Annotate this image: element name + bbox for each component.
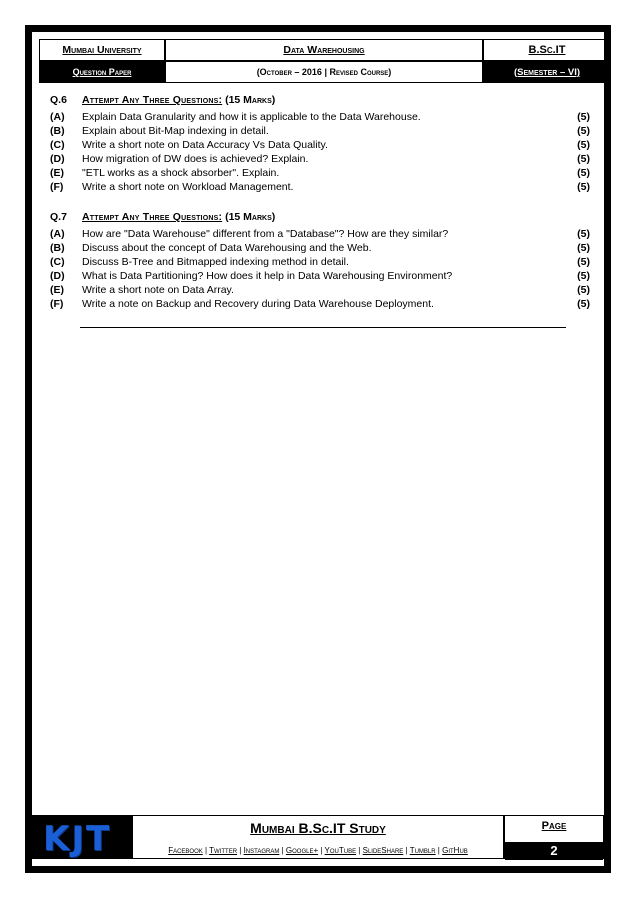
subject-cell xyxy=(165,39,483,61)
question-marks: (15 Marks) xyxy=(225,94,276,106)
item-text: Discuss B-Tree and Bitmapped indexing method in detail. xyxy=(82,256,349,268)
link-twitter[interactable]: Twitter xyxy=(209,846,238,855)
item-label: (B) xyxy=(50,242,65,254)
item-label: (E) xyxy=(50,167,64,179)
kjt-logo xyxy=(32,815,132,859)
course-name: B.Sc.IT xyxy=(528,44,566,56)
link-slideshare[interactable]: SlideShare xyxy=(362,846,404,855)
page-cell xyxy=(504,815,604,859)
item-text: Explain about Bit-Map indexing in detail. xyxy=(82,125,269,137)
university-name: Mumbai University xyxy=(62,44,142,56)
question-instruction: Attempt Any Three Questions: xyxy=(82,94,223,106)
question-heading xyxy=(82,94,275,106)
header-table xyxy=(39,39,611,83)
item-label: (D) xyxy=(50,270,65,282)
question-item xyxy=(50,297,590,311)
page-number: 2 xyxy=(505,842,603,860)
question-item xyxy=(50,180,590,194)
item-label: (D) xyxy=(50,153,65,165)
question-item xyxy=(50,283,590,297)
item-label: (E) xyxy=(50,284,64,296)
item-marks: (5) xyxy=(577,111,590,123)
question-instruction: Attempt Any Three Questions: xyxy=(82,211,223,223)
item-marks: (5) xyxy=(577,228,590,240)
item-text: Write a short note on Data Array. xyxy=(82,284,234,296)
end-divider xyxy=(80,327,566,328)
paper-type: Question Paper xyxy=(72,67,132,77)
link-youtube[interactable]: YouTube xyxy=(324,846,357,855)
item-text: Explain Data Granularity and how it is applicable to the Data Warehouse. xyxy=(82,111,421,123)
item-label: (C) xyxy=(50,256,65,268)
item-label: (A) xyxy=(50,111,65,123)
question-item xyxy=(50,255,590,269)
page-label-wrap xyxy=(505,820,603,832)
item-text: How are "Data Warehouse" different from a "Database"? How are they similar? xyxy=(82,228,449,240)
question-item xyxy=(50,227,590,241)
question-item xyxy=(50,269,590,283)
session-text: (October – 2016 | Revised Course) xyxy=(256,67,392,77)
link-instagram[interactable]: Instagram xyxy=(243,846,280,855)
question-item xyxy=(50,124,590,138)
item-marks: (5) xyxy=(577,125,590,137)
link-tumblr[interactable]: Tumblr xyxy=(409,846,436,855)
item-text: How migration of DW does is achieved? Explain. xyxy=(82,153,309,165)
question-heading xyxy=(82,211,275,223)
logo-text: KJT xyxy=(43,819,112,859)
paper-type-cell xyxy=(39,61,165,83)
subject-name: Data Warehousing xyxy=(283,44,365,56)
link-github[interactable]: GitHub xyxy=(442,846,468,855)
item-marks: (5) xyxy=(577,284,590,296)
page-label: Page xyxy=(541,820,567,832)
question-item xyxy=(50,138,590,152)
item-marks: (5) xyxy=(577,181,590,193)
item-text: Discuss about the concept of Data Warehousing and the Web. xyxy=(82,242,372,254)
semester-text: (Semester – VI) xyxy=(513,66,581,78)
link-googleplus[interactable]: Google+ xyxy=(285,846,319,855)
footer-title-wrap xyxy=(133,820,503,842)
item-label: (C) xyxy=(50,139,65,151)
link-facebook[interactable]: Facebook xyxy=(168,846,203,855)
item-marks: (5) xyxy=(577,270,590,282)
item-text: Write a short note on Workload Management. xyxy=(82,181,294,193)
item-marks: (5) xyxy=(577,153,590,165)
university-cell xyxy=(39,39,165,61)
semester-cell xyxy=(483,61,611,83)
session-cell xyxy=(165,61,483,83)
question-number: Q.7 xyxy=(50,211,67,223)
question-number: Q.6 xyxy=(50,94,67,106)
item-label: (F) xyxy=(50,298,64,310)
item-marks: (5) xyxy=(577,167,590,179)
item-marks: (5) xyxy=(577,242,590,254)
item-label: (F) xyxy=(50,181,64,193)
question-item xyxy=(50,166,590,180)
item-marks: (5) xyxy=(577,139,590,151)
item-text: Write a note on Backup and Recovery during Data Warehouse Deployment. xyxy=(82,298,434,310)
item-label: (A) xyxy=(50,228,65,240)
social-links: Facebook | Twitter | Instagram | Google+ | YouTube | SlideShare | Tumblr | GitHub xyxy=(168,846,468,855)
question-item xyxy=(50,110,590,124)
item-marks: (5) xyxy=(577,298,590,310)
item-label: (B) xyxy=(50,125,65,137)
item-marks: (5) xyxy=(577,256,590,268)
footer-title: Mumbai B.Sc.IT Study xyxy=(250,820,386,836)
footer-table xyxy=(32,815,604,859)
course-cell xyxy=(483,39,611,61)
footer-center xyxy=(132,815,504,859)
item-text: "ETL works as a shock absorber". Explain. xyxy=(82,167,280,179)
item-text: What is Data Partitioning? How does it help in Data Warehousing Environment? xyxy=(82,270,453,282)
question-item xyxy=(50,152,590,166)
item-text: Write a short note on Data Accuracy Vs Data Quality. xyxy=(82,139,328,151)
question-item xyxy=(50,241,590,255)
question-marks: (15 Marks) xyxy=(225,211,276,223)
